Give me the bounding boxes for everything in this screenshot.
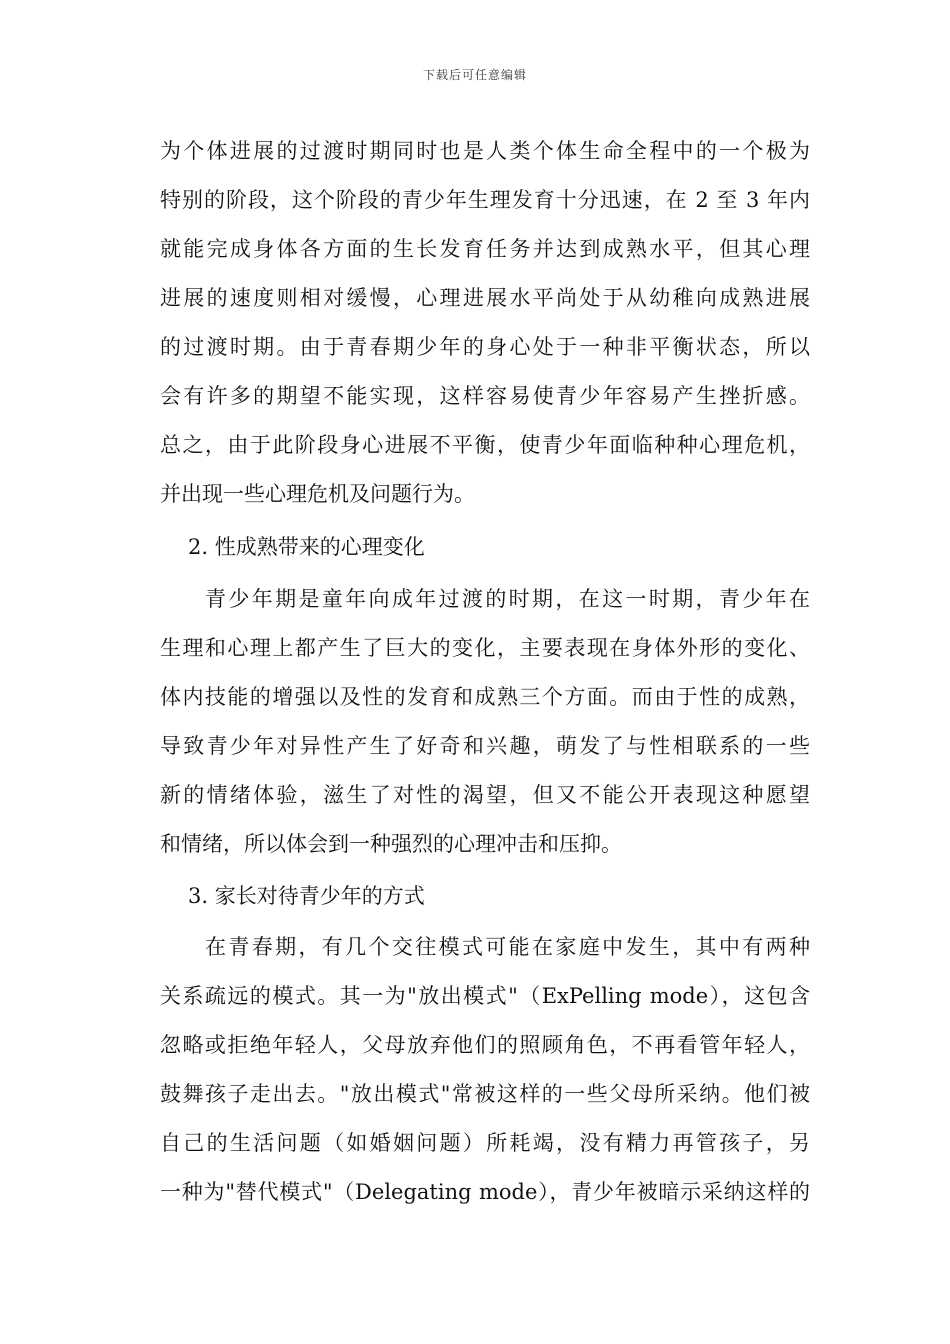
section-heading: 3. 家长对待青少年的方式	[188, 884, 425, 908]
text-line: 导致青少年对异性产生了好奇和兴趣，萌发了与性相联系的一些	[160, 734, 810, 758]
text-line: 会有许多的期望不能实现，这样容易使青少年容易产生挫折感。	[160, 384, 810, 408]
text-line: 新的情绪体验，滋生了对性的渴望，但又不能公开表现这种愿望	[160, 783, 810, 807]
text-line: 在青春期，有几个交往模式可能在家庭中发生，其中有两种	[205, 935, 810, 959]
text-line: 生理和心理上都产生了巨大的变化，主要表现在身体外形的变化、	[160, 636, 810, 660]
text-line: 忽略或拒绝年轻人，父母放弃他们的照顾角色，不再看管年轻人，	[160, 1033, 810, 1057]
page-header: 下载后可任意编辑	[422, 68, 527, 82]
text-line: 关系疏远的模式。其一为"放出模式"（ExPelling mode），这包含	[160, 984, 810, 1008]
text-line: 为个体进展的过渡时期同时也是人类个体生命全程中的一个极为	[160, 139, 810, 163]
section-heading: 2. 性成熟带来的心理变化	[188, 535, 425, 559]
text-line: 进展的速度则相对缓慢，心理进展水平尚处于从幼稚向成熟进展	[160, 286, 810, 310]
text-line: 和情绪，所以体会到一种强烈的心理冲击和压抑。	[160, 832, 622, 856]
text-line: 体内技能的增强以及性的发育和成熟三个方面。而由于性的成熟，	[160, 685, 810, 709]
text-line: 并出现一些心理危机及问题行为。	[160, 482, 475, 506]
text-line: 特别的阶段，这个阶段的青少年生理发育十分迅速，在 2 至 3 年内	[160, 188, 810, 212]
text-line: 一种为"替代模式"（Delegating mode），青少年被暗示采纳这样的	[160, 1180, 810, 1204]
text-line: 自己的生活问题（如婚姻问题）所耗竭，没有精力再管孩子，另	[160, 1131, 810, 1155]
text-line: 就能完成身体各方面的生长发育任务并达到成熟水平，但其心理	[160, 237, 810, 261]
text-line: 的过渡时期。由于青春期少年的身心处于一种非平衡状态，所以	[160, 335, 810, 359]
text-line: 总之，由于此阶段身心进展不平衡，使青少年面临种种心理危机，	[160, 433, 810, 457]
text-line: 鼓舞孩子走出去。"放出模式"常被这样的一些父母所采纳。他们被	[160, 1082, 810, 1106]
text-line: 青少年期是童年向成年过渡的时期，在这一时期，青少年在	[205, 587, 810, 611]
